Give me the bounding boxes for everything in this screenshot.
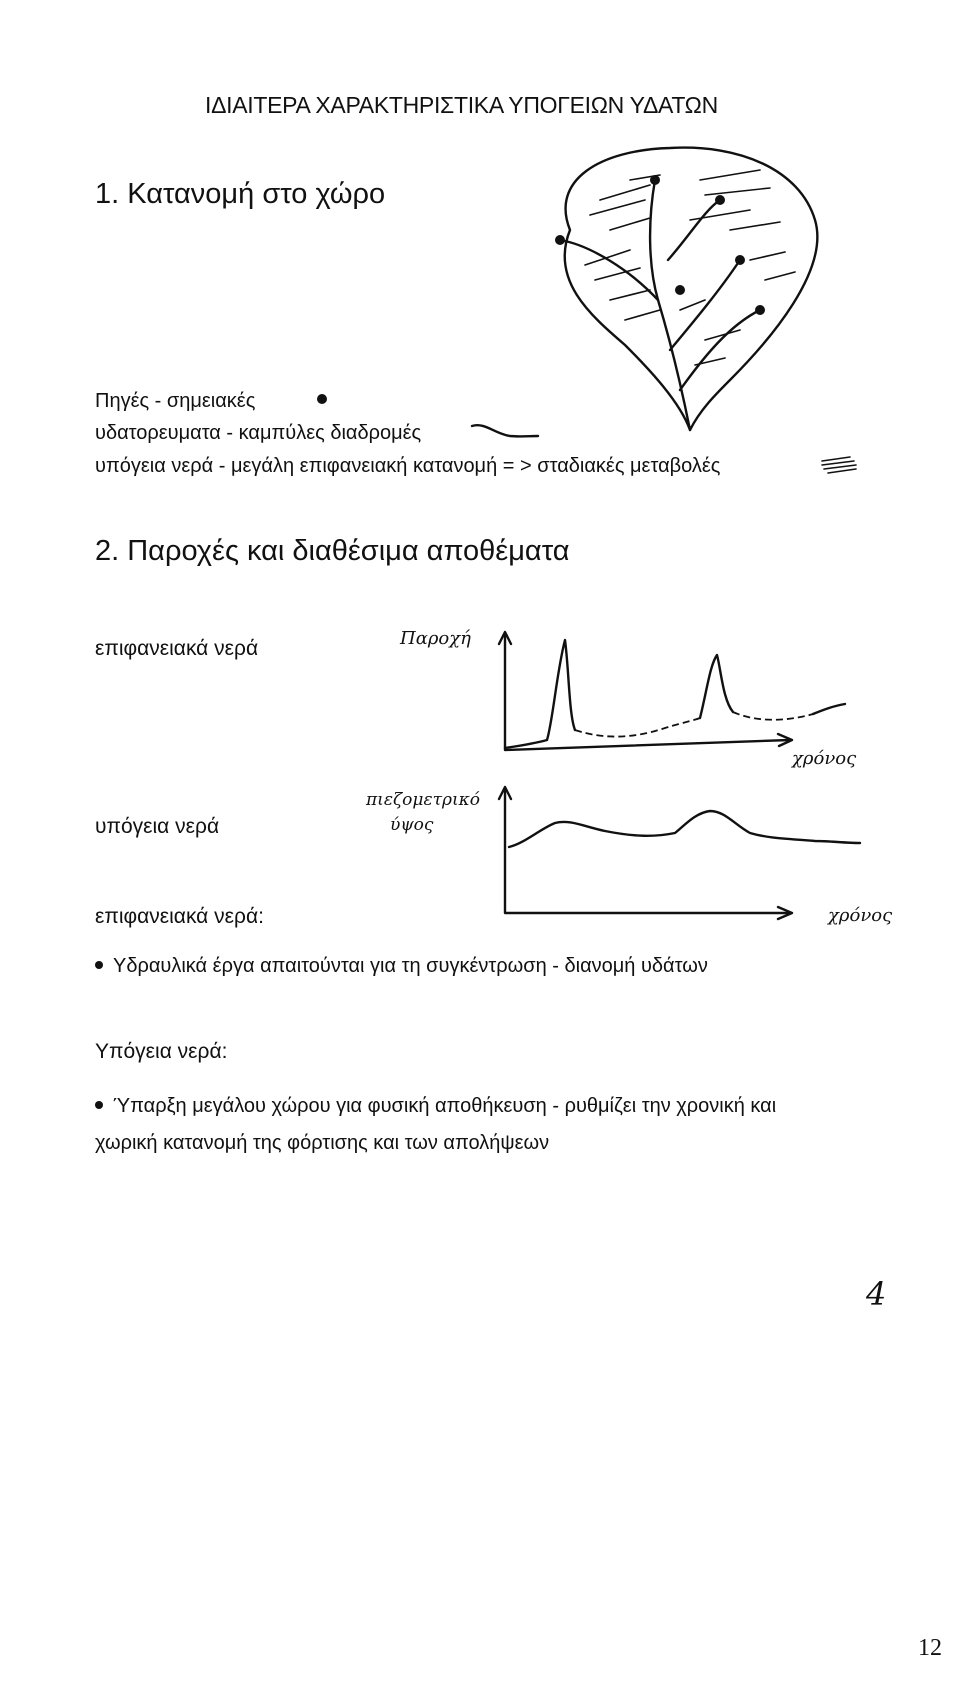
ground-bullet-text-1: Ύπαρξη μεγάλου χώρου για φυσική αποθήκευση - ρυθμίζει την χρονική και xyxy=(113,1095,777,1117)
piezometric-time-label: χρόνος xyxy=(828,905,893,926)
discharge-time-label: χρόνος xyxy=(792,748,857,769)
spring-point-icon xyxy=(315,392,329,406)
discharge-graph xyxy=(495,630,865,765)
ground-section-heading: Υπόγεια νερά: xyxy=(95,1040,228,1063)
section2-heading: 2. Παροχές και διαθέσιμα αποθέματα xyxy=(95,535,570,567)
legend-groundwater: υπόγεια νερά - μεγάλη επιφανειακή κατανομή = > σταδιακές μεταβολές xyxy=(95,455,721,477)
groundwater-label: υπόγεια νερά xyxy=(95,815,220,838)
surface-water-label: επιφανειακά νερά xyxy=(95,637,259,660)
ground-bullet-text-2: χωρική κατανομή της φόρτισης και των απολήψεων xyxy=(95,1132,550,1154)
hatch-icon xyxy=(820,455,860,477)
surface-bullet-text: Υδραυλικά έργα απαιτούνται για τη συγκέντρωση - διανομή υδάτων xyxy=(113,955,708,977)
legend-springs: Πηγές - σημειακές xyxy=(95,390,256,412)
section1-heading: 1. Κατανομή στο χώρο xyxy=(95,178,386,210)
page-number: 12 xyxy=(918,1635,942,1661)
discharge-axis-label: Παροχή xyxy=(400,628,471,649)
surface-section-heading: επιφανειακά νερά: xyxy=(95,905,264,928)
stream-curve-icon xyxy=(470,420,540,442)
bullet-icon xyxy=(95,961,103,969)
surface-bullet-item xyxy=(95,955,708,978)
bullet-icon xyxy=(95,1101,103,1109)
handwritten-page-mark: 4 xyxy=(866,1275,887,1313)
piezometric-graph xyxy=(495,785,875,925)
ground-bullet-item xyxy=(95,1095,776,1118)
legend-streams: υδατορευματα - καμπύλες διαδρομές xyxy=(95,422,422,444)
piezometric-axis-label: πιεζομετρικό xyxy=(366,790,481,810)
piezometric-axis-label-2: ύψος xyxy=(390,815,434,835)
basin-sketch xyxy=(530,140,830,440)
document-title: ΙΔΙΑΙΤΕΡΑ ΧΑΡΑΚΤΗΡΙΣΤΙΚΑ ΥΠΟΓΕΙΩΝ ΥΔΑΤΩΝ xyxy=(205,92,718,118)
